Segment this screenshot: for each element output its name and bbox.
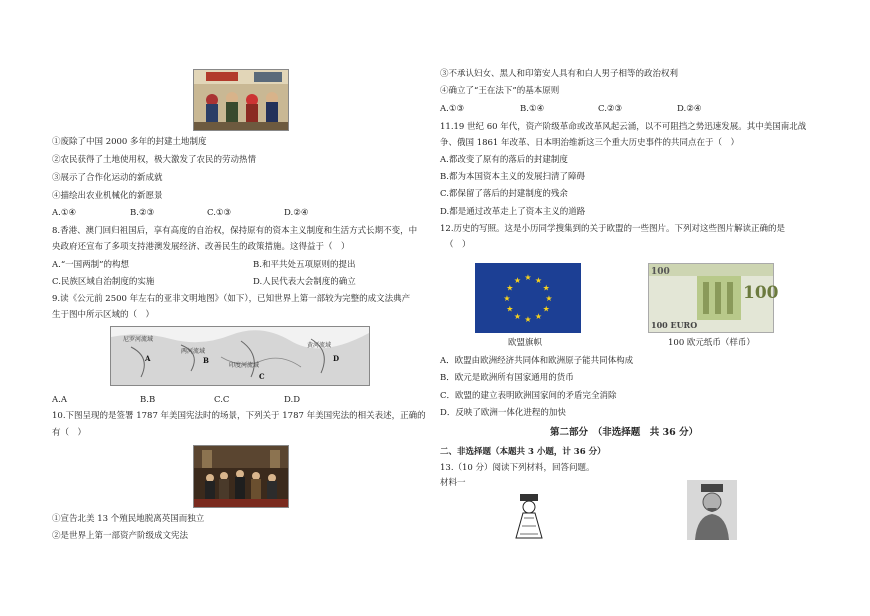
eu-flag-image bbox=[475, 263, 581, 333]
euro-note-value-bottom: 100 EURO bbox=[651, 320, 698, 330]
map-marker-a: A bbox=[145, 354, 151, 363]
q7-choice-b: B.②③ bbox=[130, 208, 155, 218]
q12-stem-line-2: （ ） bbox=[445, 240, 471, 250]
q12-choice-a: A．欧盟由欧洲经济共同体和欧洲原子能共同体构成 bbox=[440, 356, 634, 366]
euro-note-value-left: 100 bbox=[651, 267, 670, 277]
eu-star-icon: ★ bbox=[542, 304, 550, 314]
map-marker-b: B bbox=[203, 356, 209, 365]
q11-choice-a: A.都改变了原有的落后的封建制度 bbox=[440, 155, 568, 165]
q8-choice-a: A.“一国两制”的构想 bbox=[52, 260, 130, 270]
q7-option-2: ②农民获得了土地使用权，极大激发了农民的劳动热情 bbox=[52, 155, 257, 165]
q8-choice-c: C.民族区域自治制度的实施 bbox=[52, 277, 155, 287]
eu-star-icon: ★ bbox=[545, 294, 553, 303]
q12-stem-line-1: 12.历史的写照。这是小历同学搜集到的关于欧盟的一些图片。下列对这些图片解读正确的是 bbox=[440, 224, 786, 234]
q9-stem-line-1: 9.读《公元前 2500 年左右的亚非文明地图》（如下），已知世界上第一部较为完整的成文法典产 bbox=[52, 294, 411, 304]
q7-choice-a: A.①④ bbox=[52, 208, 77, 218]
q10-choice-c: C.②③ bbox=[598, 104, 623, 114]
q10-choice-a: A.①③ bbox=[440, 104, 465, 114]
eu-star-icon: ★ bbox=[524, 315, 532, 324]
q7-choice-c: C.①③ bbox=[207, 208, 232, 218]
q10-option-4: ④确立了“王在法下”的基本原则 bbox=[440, 86, 560, 96]
q11-choice-d: D.都是通过改革走上了资本主义的道路 bbox=[440, 207, 586, 217]
euro-banknote-caption: 100 欧元纸币（样币） bbox=[668, 338, 755, 348]
q7-option-1: ①废除了中国 2000 多年的封建土地制度 bbox=[52, 137, 207, 147]
q9-stem-line-2: 生于图中所示区域的（ ） bbox=[52, 310, 155, 320]
q11-choice-c: C.都保留了落后的封建制度的残余 bbox=[440, 189, 568, 199]
q10-choice-b: B.①④ bbox=[520, 104, 545, 114]
q8-stem-line-2: 央政府还宣布了多项支持港澳发展经济、改善民生的政策措施。这得益于（ ） bbox=[52, 242, 350, 252]
q9-choice-d: D.D bbox=[284, 395, 301, 405]
ancient-civilizations-map bbox=[110, 326, 370, 386]
q7-option-4: ④描绘出农业机械化的新愿景 bbox=[52, 191, 163, 201]
q13-stem: 13.（10 分）阅读下列材料，回答问题。 bbox=[440, 463, 595, 473]
q7-option-3: ③展示了合作化运动的新成就 bbox=[52, 173, 163, 183]
q11-stem-line-1: 11.19 世纪 60 年代，资产阶级革命或改革风起云涌，以不可阻挡之势迅速发展。其中美国南北战 bbox=[440, 122, 807, 132]
q10-choice-d: D.②④ bbox=[677, 104, 702, 114]
eu-star-icon: ★ bbox=[542, 283, 550, 293]
eu-flag-caption: 欧盟旗帜 bbox=[508, 338, 543, 348]
eu-star-icon: ★ bbox=[513, 312, 522, 322]
eu-star-icon: ★ bbox=[506, 304, 514, 314]
q10-option-3: ③不承认妇女、黑人和印第安人具有和白人男子相等的政治权利 bbox=[440, 69, 679, 79]
q9-choice-b: B.B bbox=[140, 395, 156, 405]
q10-stem-line-2: 有（ ） bbox=[52, 428, 87, 438]
q8-choice-b: B.和平共处五项原则的提出 bbox=[253, 260, 356, 270]
land-reform-poster-image bbox=[193, 69, 289, 131]
map-label-indus: 印度河流域 bbox=[229, 362, 260, 369]
map-label-mesopotamia: 两河流域 bbox=[181, 348, 206, 355]
part-two-title: 第二部分 （非选择题 共 36 分） bbox=[550, 427, 699, 438]
map-marker-d: D bbox=[333, 354, 340, 363]
q12-choice-d: D．反映了欧洲一体化进程的加快 bbox=[440, 408, 566, 418]
q9-choice-a: A.A bbox=[52, 395, 67, 405]
eu-star-icon: ★ bbox=[534, 312, 543, 322]
q9-choice-c: C.C bbox=[214, 395, 230, 405]
q7-choice-d: D.②④ bbox=[284, 208, 309, 218]
eu-star-icon: ★ bbox=[506, 283, 514, 293]
emperor-portrait-image bbox=[687, 480, 737, 540]
q8-choice-d: D.人民代表大会制度的确立 bbox=[253, 277, 356, 287]
constitution-signing-painting bbox=[193, 445, 289, 508]
q10-option-2: ②是世界上第一部资产阶级成文宪法 bbox=[52, 531, 189, 541]
q12-choice-b: B．欧元是欧洲所有国家通用的货币 bbox=[440, 373, 574, 383]
eu-star-icon: ★ bbox=[503, 294, 511, 303]
historical-figure-sketch bbox=[510, 492, 548, 540]
material-one-label: 材料一 bbox=[440, 478, 466, 488]
eu-star-icon: ★ bbox=[534, 275, 543, 285]
euro-banknote-image bbox=[648, 263, 779, 333]
q10-option-1: ①宣告北美 13 个殖民地脱离英国而独立 bbox=[52, 514, 205, 524]
q10-stem-line-1: 10.下图呈现的是签署 1787 年美国宪法时的场景，下列关于 1787 年美国宪法的相关表述，正确的 bbox=[52, 411, 426, 421]
map-label-yellow-river: 黄河流域 bbox=[307, 342, 332, 349]
q11-choice-b: B.都为本国资本主义的发展扫清了障碍 bbox=[440, 172, 585, 182]
map-label-nile: 尼罗河流域 bbox=[123, 336, 154, 343]
q12-choice-c: C．欧盟的建立表明欧洲国家间的矛盾完全消除 bbox=[440, 391, 617, 401]
map-marker-c: C bbox=[259, 372, 265, 381]
q11-stem-line-2: 争、俄国 1861 年改革、日本明治维新这三个重大历史事件的共同点在于（ ） bbox=[440, 138, 740, 148]
eu-star-icon: ★ bbox=[513, 275, 522, 285]
eu-star-icon: ★ bbox=[524, 273, 532, 282]
part-two-subtitle: 二、非选择题（本题共 3 小题，计 36 分） bbox=[440, 447, 606, 457]
q8-stem-line-1: 8.香港、澳门回归祖国后，享有高度的自治权，保持原有的资本主义制度和生活方式长期不变，中 bbox=[52, 226, 418, 236]
euro-note-value-big: 100 bbox=[743, 283, 779, 303]
